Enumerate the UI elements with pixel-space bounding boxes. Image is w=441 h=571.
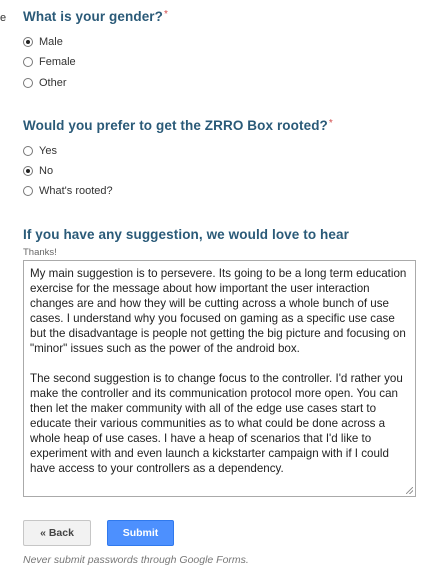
resize-handle-icon[interactable] [406,487,413,494]
radio-label: No [39,165,54,177]
question-title-rooted [23,118,333,133]
radio-label: What's rooted? [39,185,113,197]
radio-option-other[interactable] [23,76,67,90]
radio-option-male[interactable] [23,35,63,49]
submit-button[interactable]: Submit [107,520,174,546]
radio-option-no[interactable] [23,164,53,178]
radio-label: Male [39,36,63,48]
radio-label: Other [39,77,67,89]
radio-label: Female [39,56,76,68]
textarea-content: My main suggestion is to persevere. Its going to be a long term education exercise for the message about how important the user interaction changes are and how they will be cutting across a whole bunch of use cases. I understand why you focused on gaming as a specific use case but the disadvantage is people not getting the big picture and focusing on "minor" issues such as the power of the android box. The second suggestion is to change focus to the controller. I'd rather you make the controller and its communication protocol more open. You can then let the maker community with all of the edge use cases start to educate their various communities as to what could be done across a whole heap of use cases. I have a heap of scenarios that I'd like to experiment with and even launch a kickstarter campaign with if I could have access to your controllers as a dependency. [30,267,407,475]
question-title-gender [23,9,168,24]
radio-button-checked[interactable] [23,166,33,176]
suggestion-textarea[interactable] [23,260,416,497]
question-title-suggestion: If you have any suggestion, we would love to hear [23,227,349,242]
footer-warning: Never submit passwords through Google Forms. [23,554,249,566]
radio-option-yes[interactable] [23,144,57,158]
radio-button[interactable] [23,57,33,67]
cropped-edge-text: e [0,12,7,24]
required-asterisk: * [164,9,169,20]
radio-button[interactable] [23,146,33,156]
radio-option-female[interactable] [23,55,76,69]
required-asterisk: * [328,118,333,129]
radio-button[interactable] [23,78,33,88]
question-title-text: What is your gender? [23,9,164,24]
radio-option-whats-rooted[interactable] [23,184,113,198]
help-text: Thanks! [23,247,57,258]
radio-label: Yes [39,145,57,157]
question-title-text: Would you prefer to get the ZRRO Box rooted? [23,118,328,133]
radio-button[interactable] [23,186,33,196]
back-button[interactable]: « Back [23,520,91,546]
radio-button-checked[interactable] [23,37,33,47]
